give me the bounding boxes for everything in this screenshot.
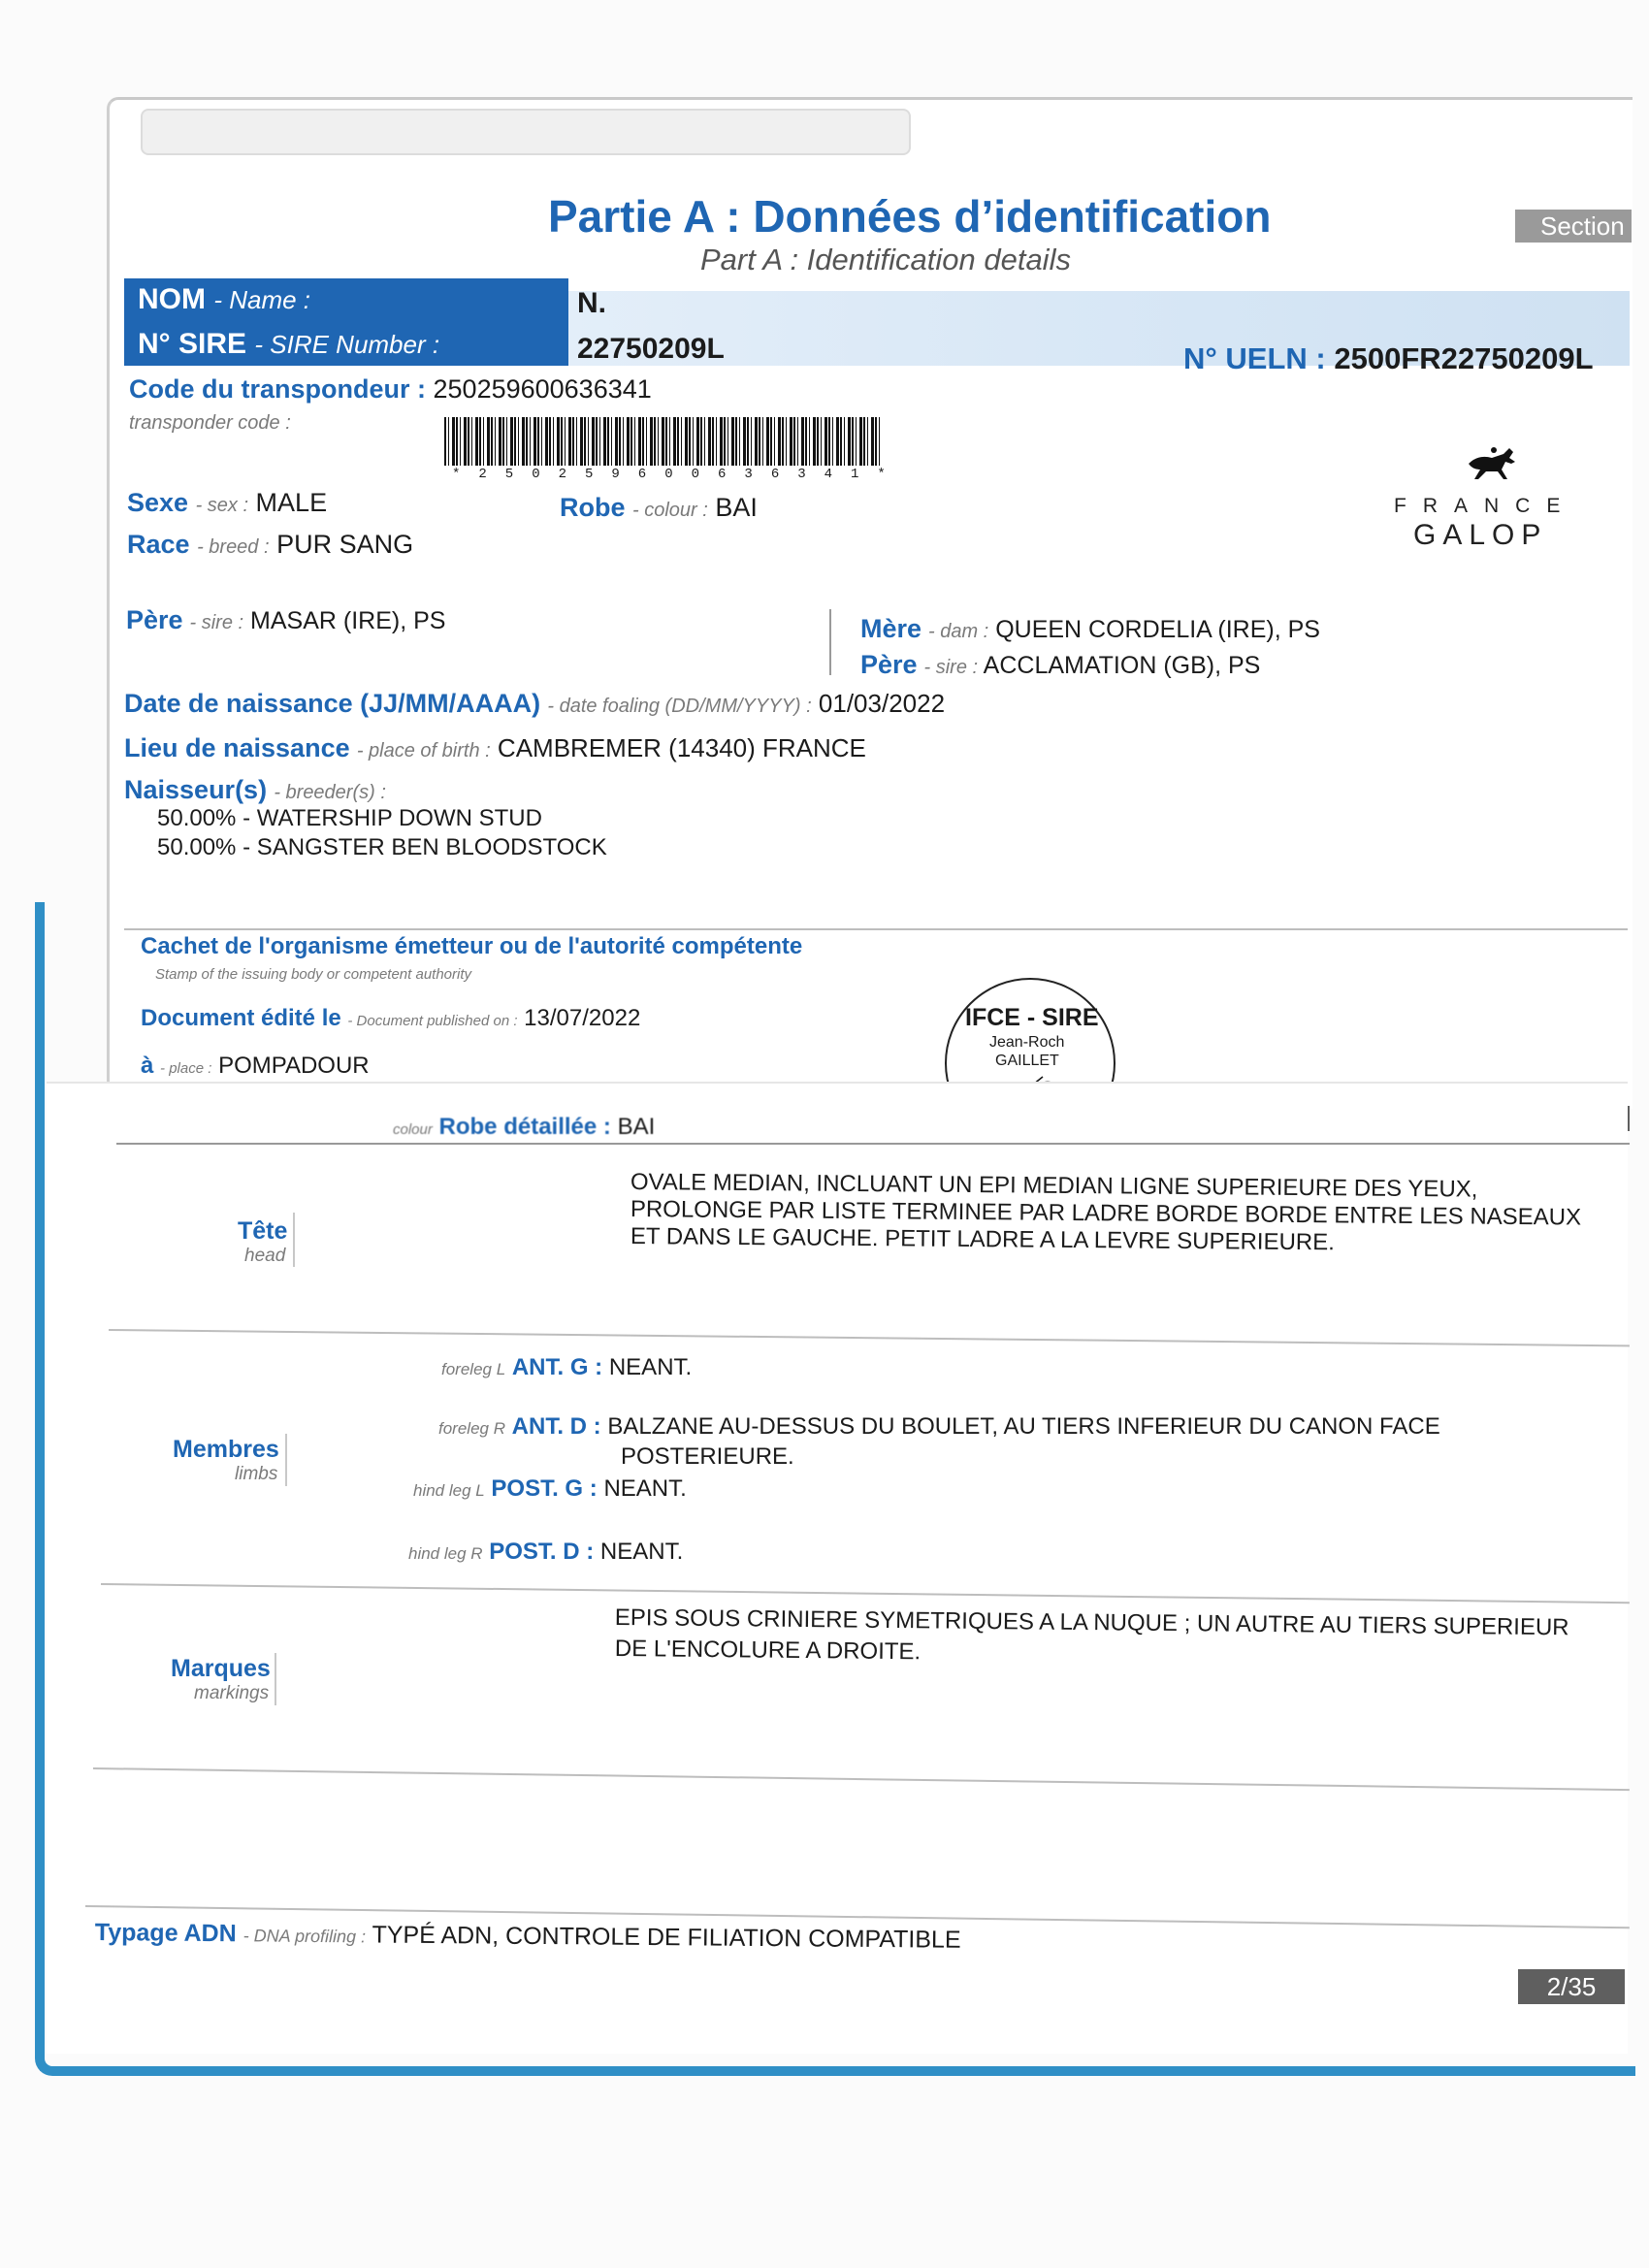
place-label-en: - place : bbox=[160, 1060, 212, 1077]
limb-label: POST. G : bbox=[491, 1475, 598, 1502]
limb-label-en: foreleg R bbox=[438, 1419, 505, 1438]
sex-label: Sexe bbox=[127, 488, 189, 517]
limbs-label: Membres bbox=[173, 1436, 279, 1463]
limb-row bbox=[438, 1413, 1440, 1441]
place-label: à bbox=[141, 1053, 154, 1079]
birth-date-row bbox=[124, 689, 945, 719]
dam-value: QUEEN CORDELIA (IRE), PS bbox=[995, 616, 1320, 643]
place-value: POMPADOUR bbox=[218, 1053, 370, 1079]
dam-label: Mère bbox=[860, 614, 922, 643]
sex-label-en: - sex : bbox=[195, 495, 249, 516]
dam-sire-label: Père bbox=[860, 650, 918, 679]
limb-value: NEANT. bbox=[603, 1475, 687, 1502]
breed-label-en: - breed : bbox=[197, 536, 270, 558]
limb-value: NEANT. bbox=[599, 1539, 684, 1565]
breeder-item: 50.00% - SANGSTER BEN BLOODSTOCK bbox=[157, 834, 607, 860]
sire-value: MASAR (IRE), PS bbox=[250, 607, 446, 634]
detailed-colour-label: Robe détaillée : bbox=[438, 1114, 611, 1140]
page-number-2: 2/35 bbox=[1518, 1969, 1625, 2004]
ueln-label: N° UELN : bbox=[1183, 341, 1326, 375]
pedigree-divider bbox=[829, 609, 831, 675]
published-row bbox=[141, 1005, 640, 1032]
name-label-en: - Name : bbox=[213, 285, 311, 314]
head-label-en: head bbox=[244, 1246, 286, 1266]
transponder-label: Code du transpondeur : bbox=[129, 374, 426, 404]
colour-row bbox=[560, 493, 758, 523]
head-label: Tête bbox=[238, 1217, 288, 1245]
birth-place-label: Lieu de naissance bbox=[124, 733, 350, 762]
page-title: Partie A : Données d’identification bbox=[548, 191, 1272, 242]
dna-label-en: - DNA profiling : bbox=[242, 1926, 367, 1947]
published-value: 13/07/2022 bbox=[524, 1005, 641, 1031]
limb-row bbox=[413, 1475, 687, 1503]
birth-place-value: CAMBREMER (14340) FRANCE bbox=[497, 733, 866, 762]
limb-label-en: foreleg L bbox=[441, 1360, 506, 1378]
dam-sire-row bbox=[860, 650, 1260, 680]
birth-place-row bbox=[124, 733, 866, 763]
dam-sire-label-en: - sire : bbox=[923, 657, 979, 678]
published-label-en: - Document published on : bbox=[347, 1013, 518, 1029]
place-row bbox=[141, 1053, 370, 1080]
stamp-line3: GAILLET bbox=[995, 1053, 1059, 1069]
limb-label-en: hind leg L bbox=[413, 1481, 485, 1500]
head-marking-line: ET DANS LE GAUCHE. PETIT LADRE A LA LEVRE SUPERIEURE. bbox=[630, 1223, 1336, 1256]
dam-row bbox=[860, 614, 1320, 644]
limb-value-continued: POSTERIEURE. bbox=[621, 1443, 794, 1470]
name-label bbox=[138, 283, 310, 316]
stamp-title: Cachet de l'organisme émetteur ou de l'autorité compétente bbox=[141, 933, 803, 959]
published-label: Document édité le bbox=[141, 1005, 341, 1031]
transponder-row bbox=[129, 374, 652, 405]
divider bbox=[275, 1653, 276, 1705]
breed-value: PUR SANG bbox=[276, 530, 414, 559]
divider bbox=[285, 1434, 287, 1486]
dna-value: TYPÉ ADN, CONTROLE DE FILIATION COMPATIBLE bbox=[372, 1921, 961, 1954]
breed-label: Race bbox=[127, 530, 190, 559]
limb-row bbox=[441, 1354, 692, 1381]
marks-label-en: markings bbox=[194, 1683, 270, 1703]
birth-place-label-en: - place of birth : bbox=[356, 740, 491, 761]
sire-label-en: - SIRE Number : bbox=[254, 330, 440, 359]
sire-number-label bbox=[138, 328, 439, 361]
name-value: N. bbox=[577, 287, 606, 319]
limb-label: POST. D : bbox=[489, 1539, 595, 1565]
sire-label: Père bbox=[126, 605, 183, 634]
sex-value: MALE bbox=[255, 488, 328, 517]
limbs-label-en: limbs bbox=[235, 1464, 278, 1484]
breeders-row bbox=[124, 775, 386, 805]
sex-row bbox=[127, 488, 327, 518]
sire-label-fr: N° SIRE bbox=[138, 328, 247, 360]
colour-label: Robe bbox=[560, 493, 626, 522]
head-marking-line: PROLONGE PAR LISTE TERMINEE PAR LADRE BORDE BORDE ENTRE LES NASEAUX bbox=[630, 1196, 1582, 1231]
page-subtitle: Part A : Identification details bbox=[700, 243, 1071, 276]
colour-label-en: - colour : bbox=[632, 500, 708, 521]
sire-row bbox=[126, 605, 445, 635]
dam-label-en: - dam : bbox=[927, 621, 989, 642]
transponder-barcode bbox=[444, 417, 883, 466]
colour-value: BAI bbox=[715, 493, 758, 522]
marks-label: Marques bbox=[171, 1655, 271, 1682]
ueln bbox=[1183, 341, 1594, 376]
dam-sire-value: ACCLAMATION (GB), PS bbox=[983, 652, 1261, 679]
marks-line: DE L'ENCOLURE A DROITE. bbox=[614, 1636, 922, 1666]
breeders-label: Naisseur(s) bbox=[124, 775, 268, 804]
logo-france: FRANCE bbox=[1394, 495, 1577, 517]
horse-jockey-icon bbox=[1465, 444, 1523, 488]
stamp-line2: Jean-Roch bbox=[989, 1034, 1065, 1051]
detailed-colour-row bbox=[393, 1114, 655, 1141]
birth-date-value: 01/03/2022 bbox=[818, 689, 946, 718]
head-marking-line: OVALE MEDIAN, INCLUANT UN EPI MEDIAN LIGNE SUPERIEURE DES YEUX, bbox=[630, 1169, 1478, 1203]
logo-galop: GALOP bbox=[1413, 519, 1548, 551]
stamp-title-en: Stamp of the issuing body or competent authority bbox=[155, 966, 472, 983]
marks-line: EPIS SOUS CRINIERE SYMETRIQUES A LA NUQUE ; UN AUTRE AU TIERS SUPERIEUR bbox=[614, 1604, 1569, 1641]
name-label-fr: NOM bbox=[138, 283, 206, 315]
page-tab bbox=[141, 109, 911, 155]
divider bbox=[293, 1213, 295, 1267]
barcode-text: *250259600636341* bbox=[452, 467, 904, 482]
ueln-value: 2500FR22750209L bbox=[1334, 341, 1594, 375]
breeders-label-en: - breeder(s) : bbox=[274, 782, 386, 803]
limb-label: ANT. G : bbox=[511, 1354, 603, 1380]
dna-label: Typage ADN bbox=[94, 1919, 237, 1948]
stamp-line1: IFCE - SIRE bbox=[965, 1004, 1099, 1031]
detailed-colour-value: BAI bbox=[617, 1114, 656, 1140]
limb-label: ANT. D : bbox=[511, 1413, 601, 1440]
sire-label-en: - sire : bbox=[189, 612, 244, 633]
divider bbox=[124, 928, 1628, 930]
breeder-item: 50.00% - WATERSHIP DOWN STUD bbox=[157, 805, 542, 831]
birth-date-label: Date de naissance (JJ/MM/AAAA) bbox=[124, 689, 541, 718]
transponder-label-en: transponder code : bbox=[129, 412, 291, 434]
limb-value: NEANT. bbox=[608, 1354, 693, 1380]
section-badge: Section bbox=[1515, 210, 1632, 243]
limb-value: BALZANE AU-DESSUS DU BOULET, AU TIERS INFERIEUR DU CANON FACE bbox=[607, 1413, 1440, 1440]
limb-label-en: hind leg R bbox=[408, 1544, 483, 1563]
detailed-colour-label-en: colour bbox=[393, 1121, 433, 1138]
transponder-value: 250259600636341 bbox=[433, 374, 652, 404]
limb-row bbox=[408, 1539, 683, 1566]
breed-row bbox=[127, 530, 413, 560]
birth-date-label-en: - date foaling (DD/MM/YYYY) : bbox=[547, 696, 812, 717]
sire-number-value: 22750209L bbox=[577, 333, 725, 365]
divider bbox=[116, 1143, 1630, 1145]
